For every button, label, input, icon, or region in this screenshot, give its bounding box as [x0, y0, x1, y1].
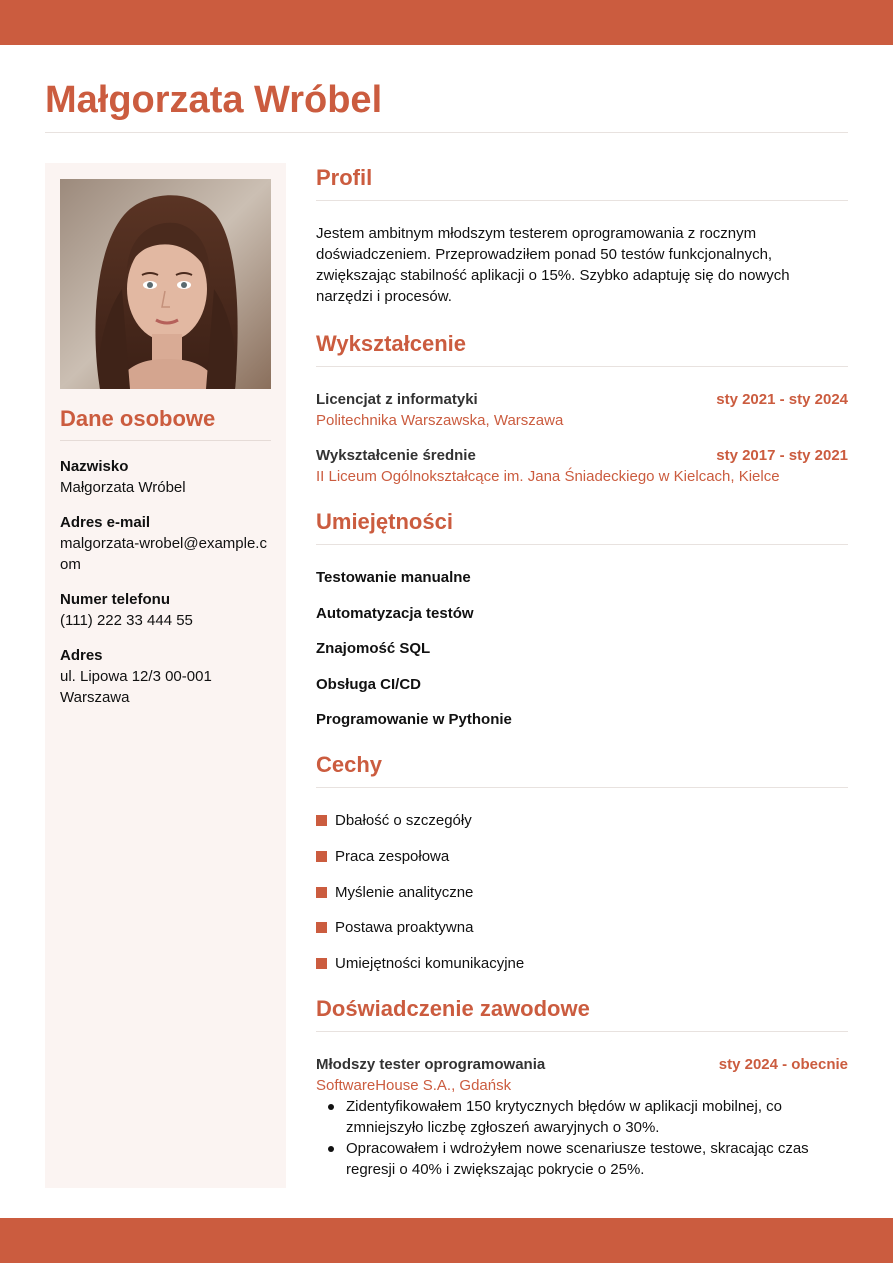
- section-divider: [316, 544, 848, 545]
- sidebar: [45, 163, 286, 1188]
- skills-section: [316, 507, 848, 730]
- trait-item: [316, 846, 848, 867]
- bullet-icon: [328, 1146, 334, 1152]
- trait-item: [316, 953, 848, 974]
- square-bullet-icon: [316, 887, 327, 898]
- portrait-photo: [60, 179, 271, 389]
- square-bullet-icon: [316, 922, 327, 933]
- skill-item: Programowanie w Pythonie: [316, 711, 512, 729]
- entry-date: sty 2017 - sty 2021: [716, 447, 848, 464]
- duty-item: [316, 1138, 848, 1180]
- info-item-address: [60, 645, 271, 708]
- main-content: [316, 163, 848, 1194]
- section-title: Umiejętności: [316, 509, 453, 534]
- entry-title: Wykształcenie średnie: [316, 447, 476, 464]
- education-entry: [316, 389, 848, 431]
- info-label: Adres e-mail: [60, 514, 151, 531]
- bullet-icon: [328, 1104, 334, 1110]
- entry-place: Politechnika Warszawska, Warszawa: [316, 412, 564, 429]
- section-title: Cechy: [316, 752, 383, 778]
- education-section: [316, 329, 848, 487]
- section-divider: [316, 366, 848, 367]
- duties-list: [316, 1096, 848, 1180]
- avatar: [60, 179, 271, 389]
- section-divider: [316, 787, 848, 788]
- title-divider: [45, 132, 848, 133]
- info-label: Numer telefonu: [60, 591, 171, 608]
- sidebar-divider: [60, 440, 271, 441]
- section-divider: [316, 200, 848, 201]
- info-label: Adres: [60, 647, 103, 664]
- skill-item: Znajomość SQL: [316, 640, 431, 658]
- info-label: Nazwisko: [60, 458, 129, 475]
- skill-item: Testowanie manualne: [316, 569, 471, 586]
- address-value: ul. Lipowa 12/3 00-001 Warszawa: [60, 668, 212, 706]
- experience-entry: [316, 1054, 848, 1180]
- trait-label: Postawa proaktywna: [335, 919, 474, 937]
- profile-text: Jestem ambitnym młodszym testerem oprogramowania z rocznym doświadczeniem. Przeprowadziłem ponad 50 testów funkcjonalnych, zwiększając stabilność aplikacji o 15%. Szybko adaptuję się do nowych narzędzi i procesów.: [316, 225, 790, 305]
- profile-section: [316, 163, 848, 307]
- info-item-name: [60, 456, 271, 498]
- section-title: Doświadczenie zawodowe: [316, 995, 590, 1021]
- top-accent-bar: [0, 0, 893, 45]
- trait-label: Myślenie analityczne: [335, 883, 474, 901]
- trait-item: [316, 917, 848, 938]
- section-title: Profil: [316, 165, 373, 190]
- job-title: Młodszy tester oprogramowania: [316, 1055, 546, 1073]
- trait-item: [316, 810, 848, 831]
- duty-text: Zidentyfikowałem 150 krytycznych błędów w aplikacji mobilnej, co zmniejszyło liczbę zgłoszeń awaryjnych o 30%.: [346, 1097, 783, 1136]
- section-divider: [316, 1031, 848, 1032]
- trait-label: Dbałość o szczegóły: [335, 812, 472, 830]
- bottom-accent-bar: [0, 1218, 893, 1263]
- square-bullet-icon: [316, 815, 327, 826]
- trait-label: Umiejętności komunikacyjne: [335, 954, 525, 972]
- info-item-email: [60, 512, 271, 575]
- square-bullet-icon: [316, 958, 327, 969]
- entry-title: Licencjat z informatyki: [316, 391, 478, 408]
- experience-section: [316, 994, 848, 1180]
- page-title: Małgorzata Wróbel: [45, 79, 383, 121]
- skill-item: Obsługa CI/CD: [316, 675, 422, 693]
- duty-text: Opracowałem i wdrożyłem nowe scenariusze testowe, skracając czas regresji o 40% i zwiększając pokrycie o 25%.: [346, 1139, 809, 1178]
- section-title: Wykształcenie: [316, 331, 467, 356]
- education-entry: [316, 445, 848, 487]
- personal-info-list: [60, 456, 271, 722]
- trait-label: Praca zespołowa: [335, 847, 450, 865]
- phone-value: (111) 222 33 444 55: [60, 612, 193, 629]
- skill-item: Automatyzacja testów: [316, 604, 474, 622]
- company-name: SoftwareHouse S.A., Gdańsk: [316, 1076, 512, 1094]
- traits-section: [316, 750, 848, 973]
- trait-item: [316, 882, 848, 903]
- info-value: Małgorzata Wróbel: [60, 479, 186, 496]
- entry-date: sty 2024 - obecnie: [718, 1055, 848, 1073]
- email-value: malgorzata-wrobel@example.com: [60, 535, 267, 573]
- square-bullet-icon: [316, 851, 327, 862]
- info-item-phone: [60, 589, 271, 631]
- personal-data-heading: Dane osobowe: [60, 406, 216, 431]
- duty-item: [316, 1096, 848, 1138]
- entry-date: sty 2021 - sty 2024: [716, 391, 848, 408]
- entry-place: II Liceum Ogólnokształcące im. Jana Śniadeckiego w Kielcach, Kielce: [316, 468, 780, 485]
